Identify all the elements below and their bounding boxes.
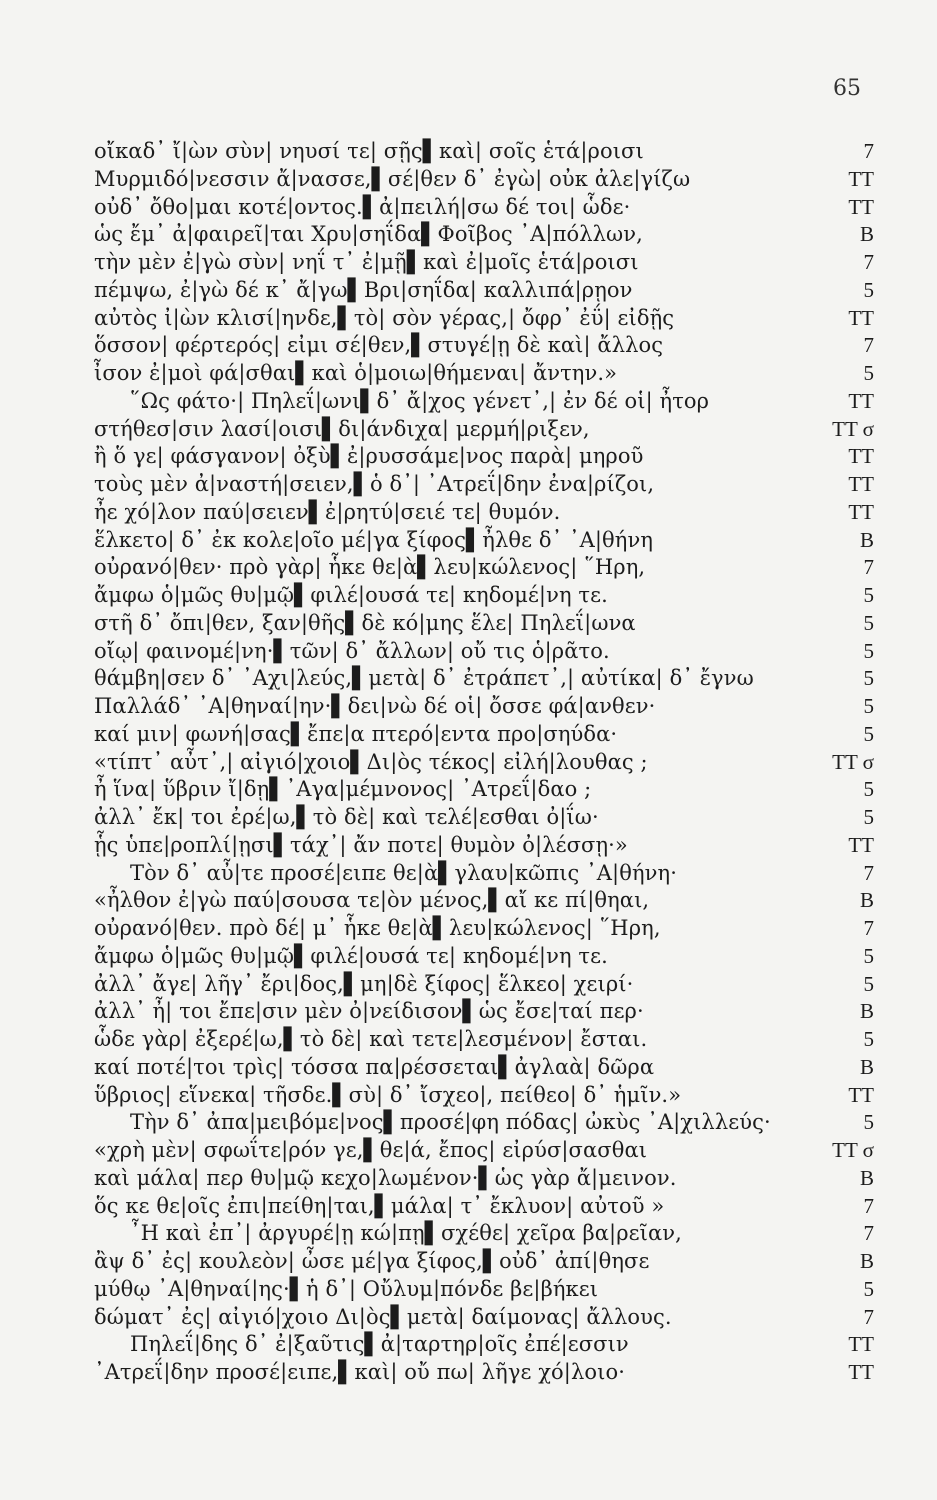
meter-code: 5: [863, 277, 874, 302]
verse-line: [94, 305, 874, 333]
verse-line: [94, 1331, 874, 1359]
verse-text: καὶ μάλα| περ θυ|μῷ κεχο|λωμένον·▌ὡς γὰρ ἄ|μεινον.: [94, 1165, 677, 1190]
meter-code: 7: [863, 139, 874, 163]
verse-line: [94, 943, 874, 971]
verse-text: ἢ ὅ γε| φάσγανον| ὀξὺ▌ἐ|ρυσσάμε|νος παρὰ| μηροῦ: [94, 444, 644, 469]
verse-line: [94, 1165, 874, 1193]
verse-text: ἦ ἵνα| ὕβριν ἴ|δῃ▌᾿Αγα|μέμνονος| ᾿Ατρεΐ|δαο ;: [94, 777, 592, 802]
verse-block: [94, 138, 874, 1387]
verse-line: [94, 388, 874, 416]
verse-line: [94, 221, 874, 249]
meter-code: 7: [863, 1193, 874, 1218]
verse-text: «χρὴ μὲν| σφωΐτε|ρόν γε,▌θε|ά, ἔπος| εἰρύσ|σασθαι: [94, 1138, 648, 1162]
verse-text: οὐδ᾿ ὄθο|μαι κοτέ|οντος.▌ἀ|πειλή|σω δέ τοι| ὧδε·: [94, 194, 631, 219]
verse-text: ἀλλ᾿ ἔκ| τοι ἐρέ|ω,▌τὸ δὲ| καὶ τελέ|εσθαι ὀ|ΐω·: [94, 805, 599, 829]
meter-code: B: [859, 888, 874, 913]
verse-text: τοὺς μὲν ἀ|ναστή|σειεν,▌ὁ δ᾿| ᾿Ατρεΐ|δην ἐνα|ρίζοι,: [94, 472, 655, 496]
meter-code: 5: [863, 805, 874, 829]
verse-line: [94, 887, 874, 915]
verse-text: ὅσσον| φέρτερός| εἰμι σέ|θεν,▌στυγέ|ῃ δὲ καὶ| ἄλλος: [94, 333, 664, 358]
verse-text: ῞Ως φάτο·| Πηλεΐ|ωνι▌δ᾿ ἄ|χος γένετ᾿,| ἐν δέ οἱ| ἦτορ: [130, 388, 710, 413]
meter-code: B: [859, 222, 874, 247]
meter-code: 7: [863, 1221, 874, 1246]
verse-line: [94, 416, 874, 444]
verse-text: ὧδε γὰρ| ἐξερέ|ω,▌τὸ δὲ| καὶ τετε|λεσμένον| ἔσται.: [94, 1027, 648, 1051]
verse-text: αὐτὸς ἰ|ὼν κλισί|ηνδε,▌τὸ| σὸν γέρας,| ὄφρ᾿ ἐΰ| εἰδῇς: [94, 305, 675, 330]
verse-line: [94, 915, 874, 943]
meter-code: B: [859, 1054, 874, 1079]
verse-text: ἄμφω ὁ|μῶς θυ|μῷ▌φιλέ|ουσά τε| κηδομέ|νη τε.: [94, 583, 608, 607]
verse-line: [94, 360, 874, 388]
verse-text: καί ποτέ|τοι τρὶς| τόσσα πα|ρέσσεται▌ἀγλαὰ| δῶρα: [94, 1054, 655, 1079]
verse-text: ἀλλ᾿ ἄγε| λῆγ᾿ ἔρι|δος,▌μη|δὲ ξίφος| ἕλκεο| χειρί·: [94, 971, 634, 996]
verse-text: ἦε χό|λον παύ|σειεν▌ἐ|ρητύ|σειέ τε| θυμόν.: [94, 499, 561, 524]
meter-code: TT: [848, 1360, 874, 1384]
meter-code: 5: [863, 721, 874, 746]
verse-text: στῆ δ᾿ ὄπι|θεν, ξαν|θῆς▌δὲ κό|μης ἕλε| Πηλεΐ|ωνα: [94, 610, 636, 635]
verse-line: [94, 249, 874, 277]
verse-text: ἄμφω ὁ|μῶς θυ|μῷ▌φιλέ|ουσά τε| κηδομέ|νη τε.: [94, 943, 608, 968]
verse-text: Τὸν δ᾿ αὖ|τε προσέ|ειπε θε|ὰ▌γλαυ|κῶπις ᾿Α|θήνη·: [130, 860, 677, 885]
meter-code: 5: [863, 1276, 874, 1301]
meter-code: B: [859, 1165, 874, 1190]
verse-line: [94, 749, 874, 777]
verse-line: [94, 665, 874, 693]
verse-line: [94, 194, 874, 222]
verse-line: [94, 1304, 874, 1332]
meter-code: TT: [848, 166, 874, 191]
verse-line: [94, 1109, 874, 1137]
verse-text: ὡς ἔμ᾿ ἀ|φαιρεῖ|ται Χρυ|σηΐδα▌Φοῖβος ᾿Α|πόλλων,: [94, 222, 643, 247]
verse-line: [94, 776, 874, 804]
verse-text: «ἦλθον ἐ|γὼ παύ|σουσα τε|ὸν μένος,▌αἴ κε πί|θηαι,: [94, 888, 650, 913]
verse-line: [94, 582, 874, 610]
verse-line: [94, 832, 874, 860]
meter-code: 5: [863, 638, 874, 663]
verse-text: ᾿Ατρεΐ|δην προσέ|ειπε,▌καὶ| οὔ πω| λῆγε χό|λοιο·: [94, 1360, 625, 1384]
meter-code: TT: [848, 1082, 874, 1107]
verse-text: ἂψ δ᾿ ἐς| κουλεὸν| ὦσε μέ|γα ξίφος,▌οὐδ᾿ ἀπί|θησε: [94, 1249, 650, 1273]
verse-text: Πηλεΐ|δης δ᾿ ἐ|ξαῦτις▌ἀ|ταρτηρ|οῖς ἐπέ|εσσιν: [130, 1332, 629, 1357]
verse-line: [94, 1137, 874, 1165]
verse-line: [94, 998, 874, 1026]
verse-line: [94, 610, 874, 638]
meter-code: 7: [863, 250, 874, 274]
verse-line: [94, 1276, 874, 1304]
verse-line: [94, 721, 874, 749]
verse-line: [94, 471, 874, 499]
meter-code: 5: [863, 610, 874, 635]
meter-code: TT: [848, 305, 874, 330]
verse-line: [94, 1193, 874, 1221]
verse-line: [94, 443, 874, 471]
meter-code: 7: [863, 860, 874, 885]
meter-code: TT σ: [832, 416, 874, 441]
verse-text: Μυρμιδό|νεσσιν ἄ|νασσε,▌σέ|θεν δ᾿ ἐγὼ| οὐκ ἀλε|γίζω: [94, 166, 691, 191]
meter-code: 7: [863, 1304, 874, 1329]
verse-line: [94, 277, 874, 305]
verse-line: [94, 971, 874, 999]
verse-text: τὴν μὲν ἐ|γὼ σὺν| νηΐ τ᾿ ἐ|μῇ▌καὶ ἐ|μοῖς ἑτά|ροισι: [94, 250, 639, 274]
verse-line: [94, 527, 874, 555]
verse-line: [94, 638, 874, 666]
meter-code: 5: [863, 361, 874, 385]
verse-line: [94, 1359, 874, 1387]
verse-text: οὐρανό|θεν. πρὸ δέ| μ᾿ ἧκε θε|ὰ▌λευ|κώλενος| ῞Ηρη,: [94, 916, 661, 940]
meter-code: TT σ: [832, 1138, 874, 1162]
verse-text: Παλλάδ᾿ ᾿Α|θηναί|ην·▌δει|νὼ δέ οἱ| ὄσσε φά|ανθεν·: [94, 694, 656, 718]
verse-line: [94, 1054, 874, 1082]
meter-code: 7: [863, 916, 874, 940]
verse-text: ὅς κε θε|οῖς ἐπι|πείθη|ται,▌μάλα| τ᾿ ἔκλυον| αὐτοῦ »: [94, 1193, 665, 1218]
verse-line: [94, 1026, 874, 1054]
verse-text: καί μιν| φωνή|σας▌ἔπε|α πτερό|εντα προ|σηύδα·: [94, 721, 618, 746]
meter-code: 7: [863, 333, 874, 358]
verse-text: Τὴν δ᾿ ἀπα|μειβόμε|νος▌προσέ|φη πόδας| ὠκὺς ᾿Α|χιλλεύς·: [130, 1110, 771, 1135]
verse-line: [94, 138, 874, 166]
verse-text: ὕβριος| εἵνεκα| τῆσδε.▌σὺ| δ᾿ ἴσχεο|, πείθεο| δ᾿ ἡμῖν.»: [94, 1082, 682, 1107]
verse-line: [94, 499, 874, 527]
meter-code: B: [859, 999, 874, 1024]
verse-text: θάμβη|σεν δ᾿ ᾿Αχι|λεύς,▌μετὰ| δ᾿ ἐτράπετ᾿,| αὐτίκα| δ᾿ ἔγνω: [94, 666, 754, 691]
meter-code: TT: [848, 832, 874, 857]
verse-text: οὐρανό|θεν· πρὸ γὰρ| ἧκε θε|ὰ▌λευ|κώλενος| ῞Ηρη,: [94, 555, 646, 580]
verse-line: [94, 860, 874, 888]
verse-line: [94, 1220, 874, 1248]
meter-code: TT: [848, 444, 874, 469]
verse-line: [94, 1248, 874, 1276]
meter-code: 5: [863, 1110, 874, 1135]
meter-code: B: [859, 1249, 874, 1273]
verse-line: [94, 804, 874, 832]
verse-text: δώματ᾿ ἐς| αἰγιό|χοιο Δι|ὸς▌μετὰ| δαίμονας| ἄλλους.: [94, 1304, 672, 1329]
meter-code: TT: [848, 499, 874, 524]
verse-text: μύθῳ ᾿Α|θηναί|ης·▌ἡ δ᾿| Οὔλυμ|πόνδε βε|βήκει: [94, 1276, 599, 1301]
verse-text: πέμψω, ἐ|γὼ δέ κ᾿ ἄ|γω▌Βρι|σηΐδα| καλλιπά|ρῃον: [94, 277, 633, 302]
meter-code: B: [859, 527, 874, 552]
verse-text: ἕλκετο| δ᾿ ἐκ κολε|οῖο μέ|γα ξίφος▌ἦλθε δ᾿ ᾿Α|θήνη: [94, 527, 653, 552]
meter-code: 5: [863, 583, 874, 607]
verse-line: [94, 332, 874, 360]
meter-code: 7: [863, 555, 874, 580]
meter-code: 5: [863, 777, 874, 802]
meter-code: TT σ: [832, 749, 874, 774]
verse-line: [94, 554, 874, 582]
verse-line: [94, 693, 874, 721]
page-number: 65: [833, 76, 861, 101]
verse-text: ἶσον ἐ|μοὶ φά|σθαι▌καὶ ὁ|μοιω|θήμεναι| ἄντην.»: [94, 361, 618, 385]
verse-text: οἴκαδ᾿ ἴ|ὼν σὺν| νηυσί τε| σῇς▌καὶ| σοῖς ἑτά|ροισι: [94, 139, 644, 163]
meter-code: TT: [848, 472, 874, 496]
verse-text: οἴῳ| φαινομέ|νη·▌τῶν| δ᾿ ἄλλων| οὔ τις ὁ|ρᾶτο.: [94, 638, 610, 663]
meter-code: 5: [863, 666, 874, 691]
verse-text: ἀλλ᾿ ἦ| τοι ἔπε|σιν μὲν ὀ|νείδισον▌ὡς ἔσε|ταί περ·: [94, 999, 644, 1024]
meter-code: TT: [848, 388, 874, 413]
verse-text: στήθεσ|σιν λασί|οισι▌δι|άνδιχα| μερμή|ριξεν,: [94, 416, 590, 441]
meter-code: 5: [863, 1027, 874, 1051]
verse-text: ᾗς ὑπε|ροπλί|ῃσι▌τάχ᾿| ἄν ποτε| θυμὸν ὀ|λέσσῃ·»: [94, 832, 628, 857]
meter-code: 5: [863, 943, 874, 968]
verse-text: «τίπτ᾿ αὖτ᾿,| αἰγιό|χοιο▌Δι|ὸς τέκος| εἰλή|λουθας ;: [94, 749, 648, 774]
meter-code: TT: [848, 194, 874, 219]
verse-line: [94, 166, 874, 194]
verse-line: [94, 1082, 874, 1110]
meter-code: 5: [863, 971, 874, 996]
meter-code: TT: [848, 1332, 874, 1357]
meter-code: 5: [863, 694, 874, 718]
verse-text: ῏Η καὶ ἐπ᾿| ἀργυρέ|ῃ κώ|πῃ▌σχέθε| χεῖρα βα|ρεῖαν,: [130, 1221, 682, 1246]
